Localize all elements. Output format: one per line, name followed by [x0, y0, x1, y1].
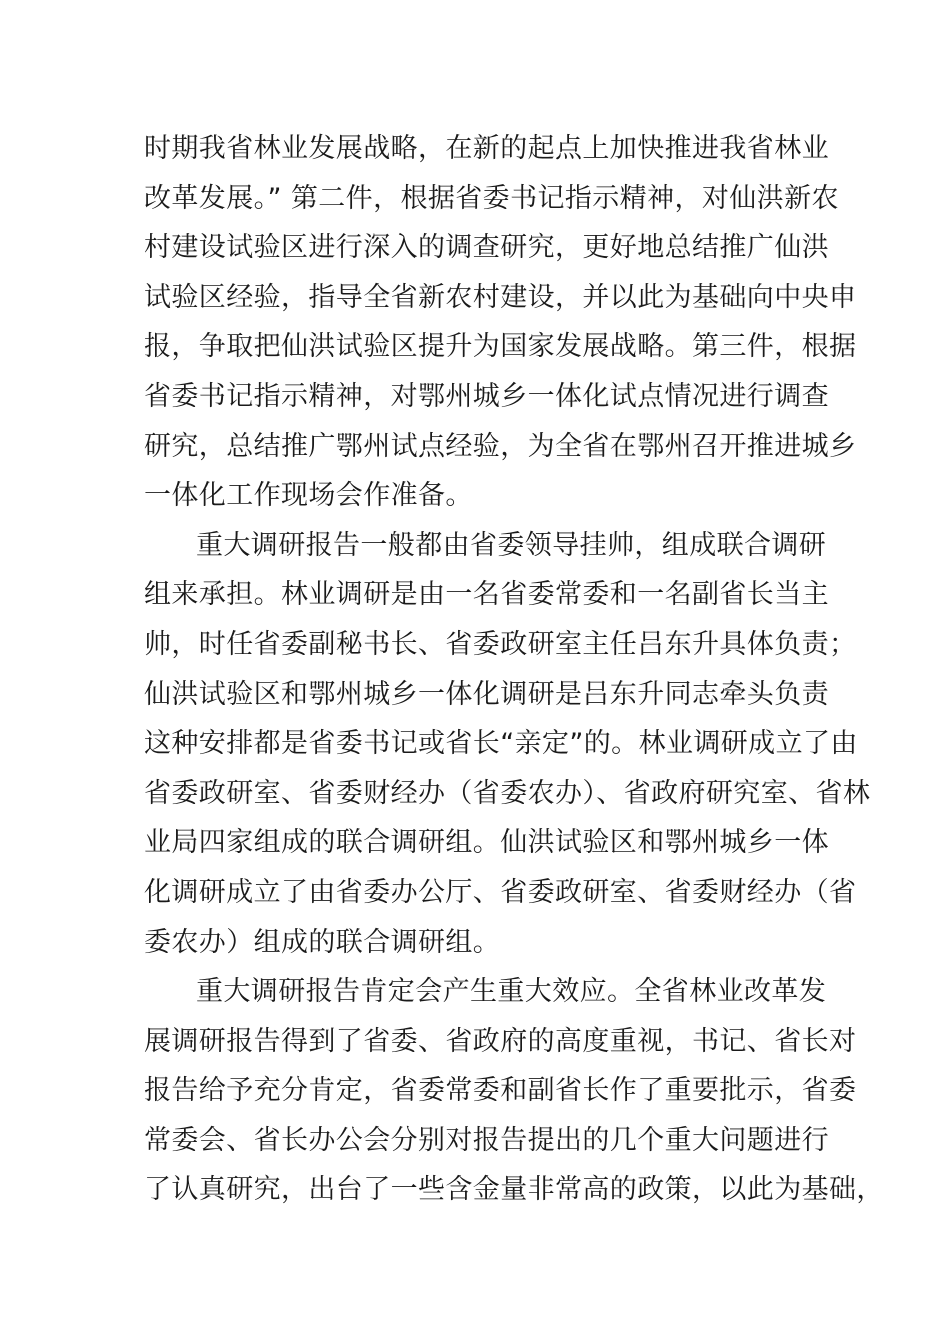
text-line: 村建设试验区进行深入的调查研究，更好地总结推广仙洪 — [144, 232, 829, 264]
text-line: 省委书记指示精神，对鄂州城乡一体化试点情况进行调查 — [144, 380, 829, 412]
paragraph-start-line: 重大调研报告一般都由省委领导挂帅，组成联合调研 — [196, 529, 827, 561]
text-line: 仙洪试验区和鄂州城乡一体化调研是吕东升同志牵头负责 — [144, 678, 829, 710]
text-line: 常委会、省长办公会分别对报告提出的几个重大问题进行 — [144, 1124, 829, 1156]
text-line: 这种安排都是省委书记或省长“亲定”的。林业调研成立了由 — [144, 728, 858, 760]
text-line: 了认真研究，出台了一些含金量非常高的政策，以此为基础， — [144, 1174, 884, 1206]
document-body — [144, 124, 884, 1215]
text-line: 省委政研室、省委财经办（省委农办）、省政府研究室、省林 — [144, 777, 871, 809]
text-line: 时期我省林业发展战略，在新的起点上加快推进我省林业 — [144, 133, 829, 164]
text-line: 一体化工作现场会作准备。 — [144, 480, 473, 512]
text-line: 试验区经验，指导全省新农村建设，并以此为基础向中央申 — [144, 281, 857, 313]
text-line: 报告给予充分肯定，省委常委和副省长作了重要批示，省委 — [144, 1075, 857, 1107]
text-line: 研究，总结推广鄂州试点经验，为全省在鄂州召开推进城乡 — [144, 430, 857, 462]
text-line: 改革发展。” 第二件，根据省委书记指示精神，对仙洪新农 — [144, 182, 839, 214]
paragraph-start-line: 重大调研报告肯定会产生重大效应。全省林业改革发 — [196, 976, 827, 1008]
text-line: 帅，时任省委副秘书长、省委政研室主任吕东升具体负责； — [144, 628, 857, 660]
text-line: 报，争取把仙洪试验区提升为国家发展战略。第三件，根据 — [144, 331, 857, 363]
text-line: 化调研成立了由省委办公厅、省委政研室、省委财经办（省 — [144, 876, 857, 908]
text-line: 展调研报告得到了省委、省政府的高度重视，书记、省长对 — [144, 1025, 857, 1057]
text-line: 业局四家组成的联合调研组。仙洪试验区和鄂州城乡一体 — [144, 827, 829, 859]
text-line: 委农办）组成的联合调研组。 — [144, 926, 501, 958]
text-line: 组来承担。林业调研是由一名省委常委和一名副省长当主 — [144, 579, 829, 611]
